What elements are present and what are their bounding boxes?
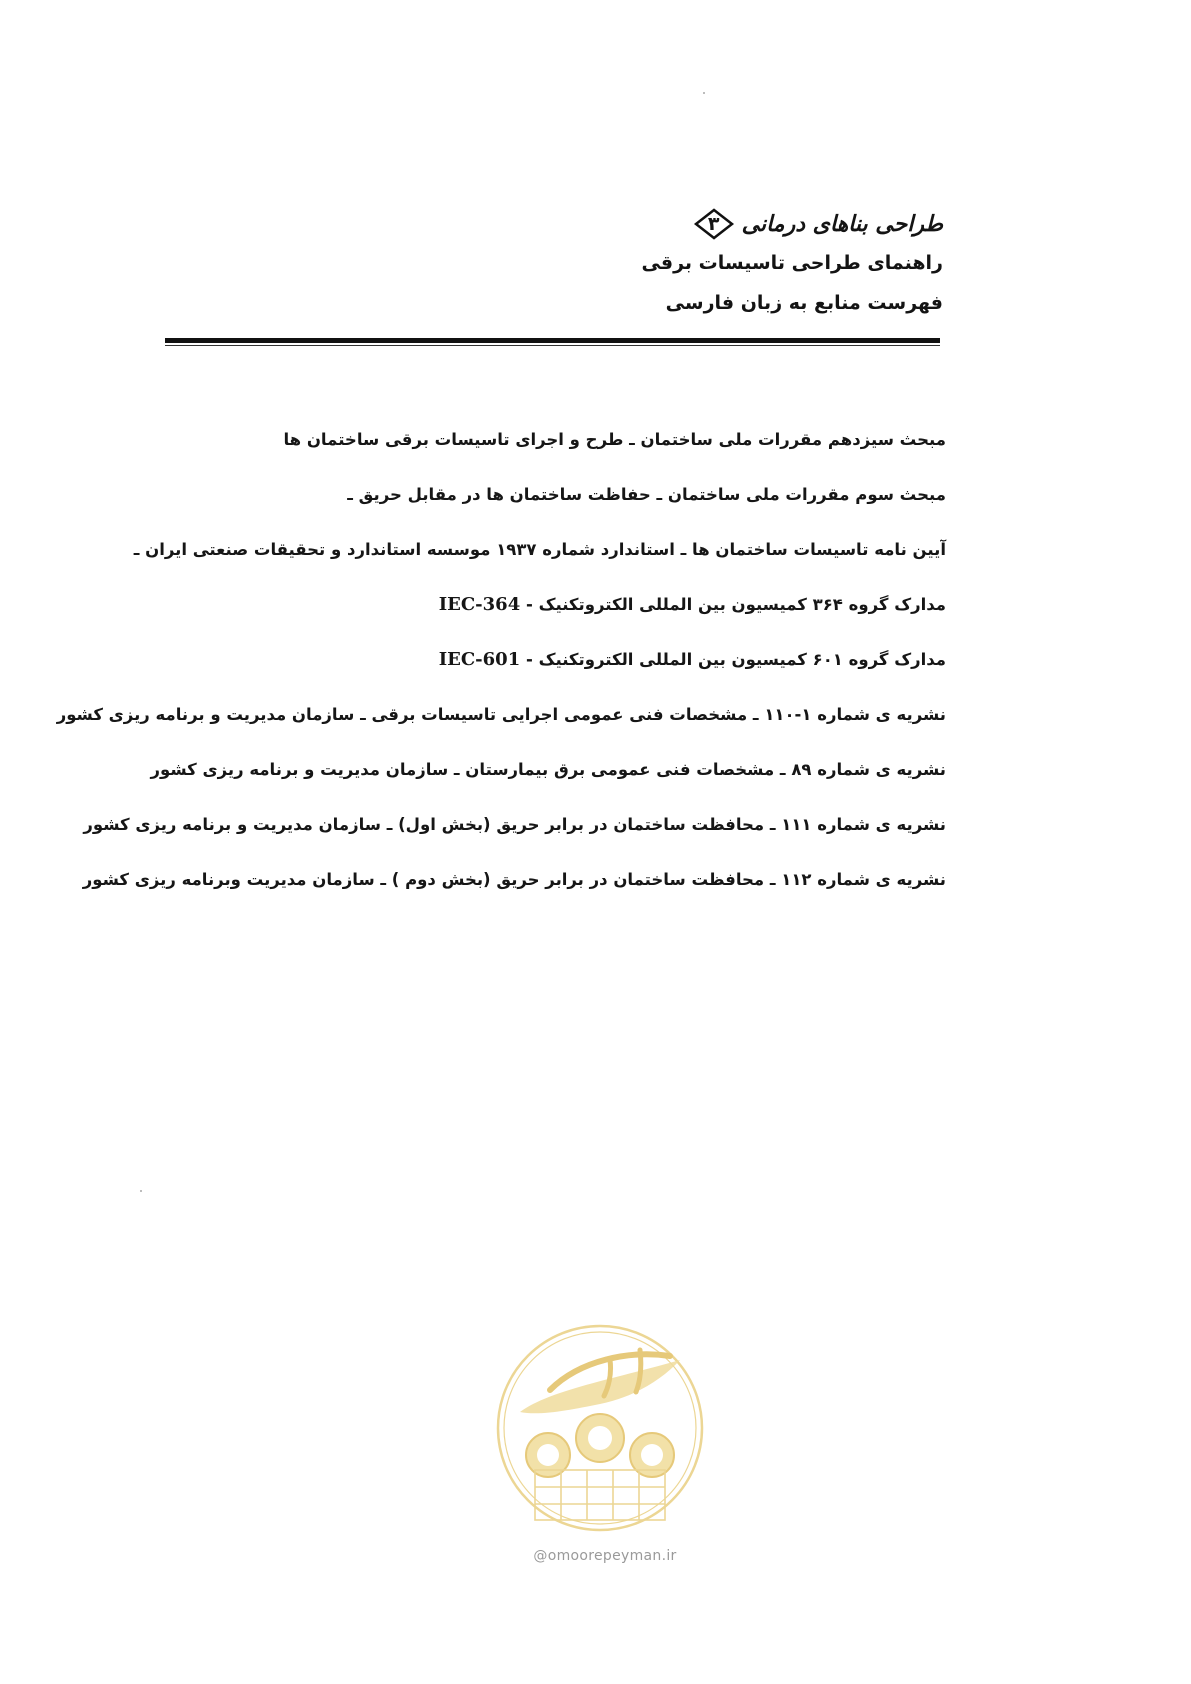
reference-item — [82, 865, 946, 920]
scan-speck — [703, 92, 705, 94]
watermark-seal-logo — [490, 1320, 710, 1535]
reference-code: IEC-601 — [438, 649, 521, 670]
reference-text: نشریه ی شماره ۱۱۲ ـ محافظت ساختمان در برابر حریق (بخش دوم ) ـ سازمان مدیریت وبرنامه ریزی کشور — [82, 870, 946, 889]
reference-text: آیین نامه تاسیسات ساختمان ها ـ استاندارد شماره ۱۹۳۷ موسسه استاندارد و تحقیقات صنعتی ایران ـ — [133, 540, 946, 559]
scan-speck — [140, 1190, 142, 1192]
reference-text: مدارک گروه ۳۶۴ کمیسیون بین المللی الکتروتکنیک - — [520, 595, 946, 614]
reference-text: مدارک گروه ۶۰۱ کمیسیون بین المللی الکتروتکنیک - — [520, 650, 946, 669]
guide-title: راهنمای طراحی تاسیسات برقی — [641, 252, 943, 274]
reference-text: نشریه ی شماره ۱۱۱ ـ محافظت ساختمان در برابر حریق (بخش اول) ـ سازمان مدیریت و برنامه ریزی کشور — [83, 815, 946, 834]
volume-number: ۳ — [707, 213, 720, 235]
reference-list — [56, 425, 946, 920]
volume-badge — [692, 207, 736, 241]
reference-item — [146, 645, 946, 700]
watermark-url: @omoorepeyman.ir — [533, 1548, 677, 1564]
reference-item — [83, 810, 946, 865]
reference-text: مبحث سوم مقررات ملی ساختمان ـ حفاظت ساختمان ها در مقابل حریق ـ — [347, 485, 946, 504]
header-rule-thick — [165, 338, 940, 343]
reference-text: نشریه ی شماره ۸۹ ـ مشخصات فنی عمومی برق بیمارستان ـ سازمان مدیریت و برنامه ریزی کشور — [150, 760, 946, 779]
reference-text: مبحث سیزدهم مقررات ملی ساختمان ـ طرح و اجرای تاسیسات برقی ساختمان ها — [283, 430, 946, 449]
reference-item — [146, 480, 946, 535]
series-title-line — [483, 205, 943, 243]
reference-item — [146, 425, 946, 480]
header-rule-thin — [165, 345, 940, 346]
header-rule — [165, 338, 940, 346]
reference-text: نشریه ی شماره ۱-۱۱۰ ـ مشخصات فنی عمومی اجرایی تاسیسات برقی ـ سازمان مدیریت و برنامه ریزی کشور — [56, 705, 946, 724]
section-title: فهرست منابع به زبان فارسی — [665, 292, 943, 314]
reference-item — [146, 590, 946, 645]
reference-item — [133, 535, 946, 590]
reference-code: IEC-364 — [438, 594, 521, 615]
reference-item — [56, 700, 946, 755]
reference-item — [146, 755, 946, 810]
document-header — [483, 205, 943, 323]
series-title: طراحی بناهای درمانی — [741, 211, 943, 237]
